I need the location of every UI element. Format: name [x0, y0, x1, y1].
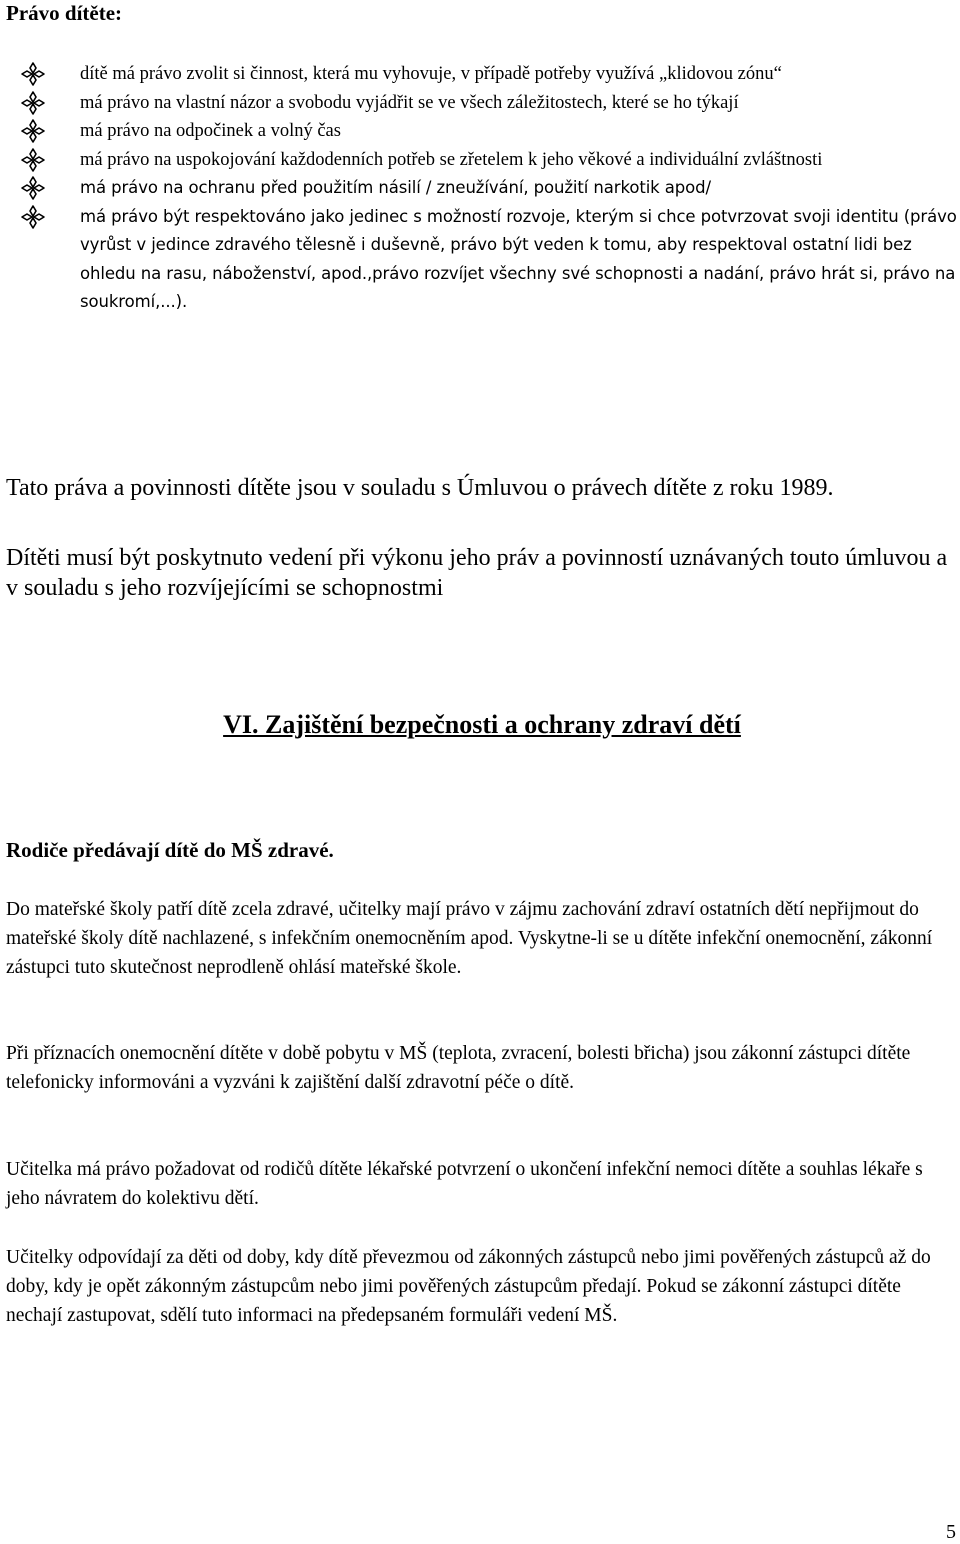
list-item	[0, 60, 960, 89]
four-diamond-bullet-icon	[20, 204, 46, 230]
list-item-text: dítě má právo zvolit si činnost, která mu vyhovuje, v případě potřeby využívá „klidovou zónu“	[80, 64, 782, 84]
four-diamond-bullet-icon	[20, 118, 46, 144]
four-diamond-bullet-icon	[20, 175, 46, 201]
list-item	[0, 117, 960, 146]
rights-list	[0, 60, 960, 317]
section-title: VI. Zajištění bezpečnosti a ochrany zdraví dětí	[223, 710, 741, 739]
four-diamond-bullet-icon	[20, 61, 46, 87]
page-heading: Právo dítěte:	[6, 1, 123, 25]
paragraph-responsibility: Učitelky odpovídají za děti od doby, kdy dítě převezmou od zákonných zástupců nebo jimi pověřených zástupců až do doby, kdy je opět zákonným zástupcům nebo jimi pověřených zástupcům předají. Pokud se zákonní zástupci dítěte nechají zastupovat, sdělí tuto informaci na předepsaném formuláři vedení MŠ.	[6, 1247, 931, 1326]
guidance-paragraph: Dítěti musí být poskytnuto vedení při výkonu jeho práv a povinností uznávaných touto úmluvou a v souladu s jeho rozvíjejícími se schopnostmi	[6, 545, 948, 601]
list-item	[0, 203, 960, 317]
convention-paragraph: Tato práva a povinnosti dítěte jsou v souladu s Úmluvou o právech dítěte z roku 1989.	[6, 475, 834, 501]
list-item-text: má právo na odpočinek a volný čas	[80, 121, 341, 141]
paragraph-illness-policy: Do mateřské školy patří dítě zcela zdravé, učitelky mají právo v zájmu zachování zdraví ostatních dětí nepřijmout do mateřské školy dítě nachlazené, s infekčním onemocněním apod. Vyskytne-li se u dítěte infekční onemocnění, zákonní zástupci tuto skutečnost neprodleně ohlásí mateřské škole.	[6, 899, 933, 978]
paragraph-symptoms: Při příznacích onemocnění dítěte v době pobytu v MŠ (teplota, zvracení, bolesti břicha) jsou zákonní zástupci dítěte telefonicky informováni a vyzváni k zajištění další zdravotní péče o dítě.	[6, 1043, 911, 1093]
list-item	[0, 89, 960, 118]
list-item	[0, 146, 960, 175]
page-number: 5	[946, 1521, 956, 1543]
list-item-text: má právo být respektováno jako jedinec s možností rozvoje, kterým si chce potvrzovat svoji identitu (právo vyrůst v jedince zdravého tělesně i duševně, právo být veden k tomu, aby respektoval ostatní lidi bez ohledu na rasu, náboženství, apod.,právo rozvíjet všechny své schopnosti a nadání, právo hrát si, právo na soukromí,...).	[80, 206, 957, 311]
list-item-text: má právo na uspokojování každodenních potřeb se zřetelem k jeho věkové a individuální zvláštnosti	[80, 149, 823, 170]
list-item-text: má právo na vlastní názor a svobodu vyjádřit se ve všech záležitostech, které se ho týkají	[80, 92, 739, 113]
list-item-text: má právo na ochranu před použitím násilí / zneužívání, použití narkotik apod/	[80, 178, 711, 197]
four-diamond-bullet-icon	[20, 90, 46, 116]
paragraph-medical-certificate: Učitelka má právo požadovat od rodičů dítěte lékařské potvrzení o ukončení infekční nemoci dítěte a souhlas lékaře s jeho návratem do kolektivu dětí.	[6, 1159, 923, 1209]
four-diamond-bullet-icon	[20, 147, 46, 173]
list-item	[0, 174, 960, 203]
healthy-statement: Rodiče předávají dítě do MŠ zdravé.	[6, 838, 334, 862]
